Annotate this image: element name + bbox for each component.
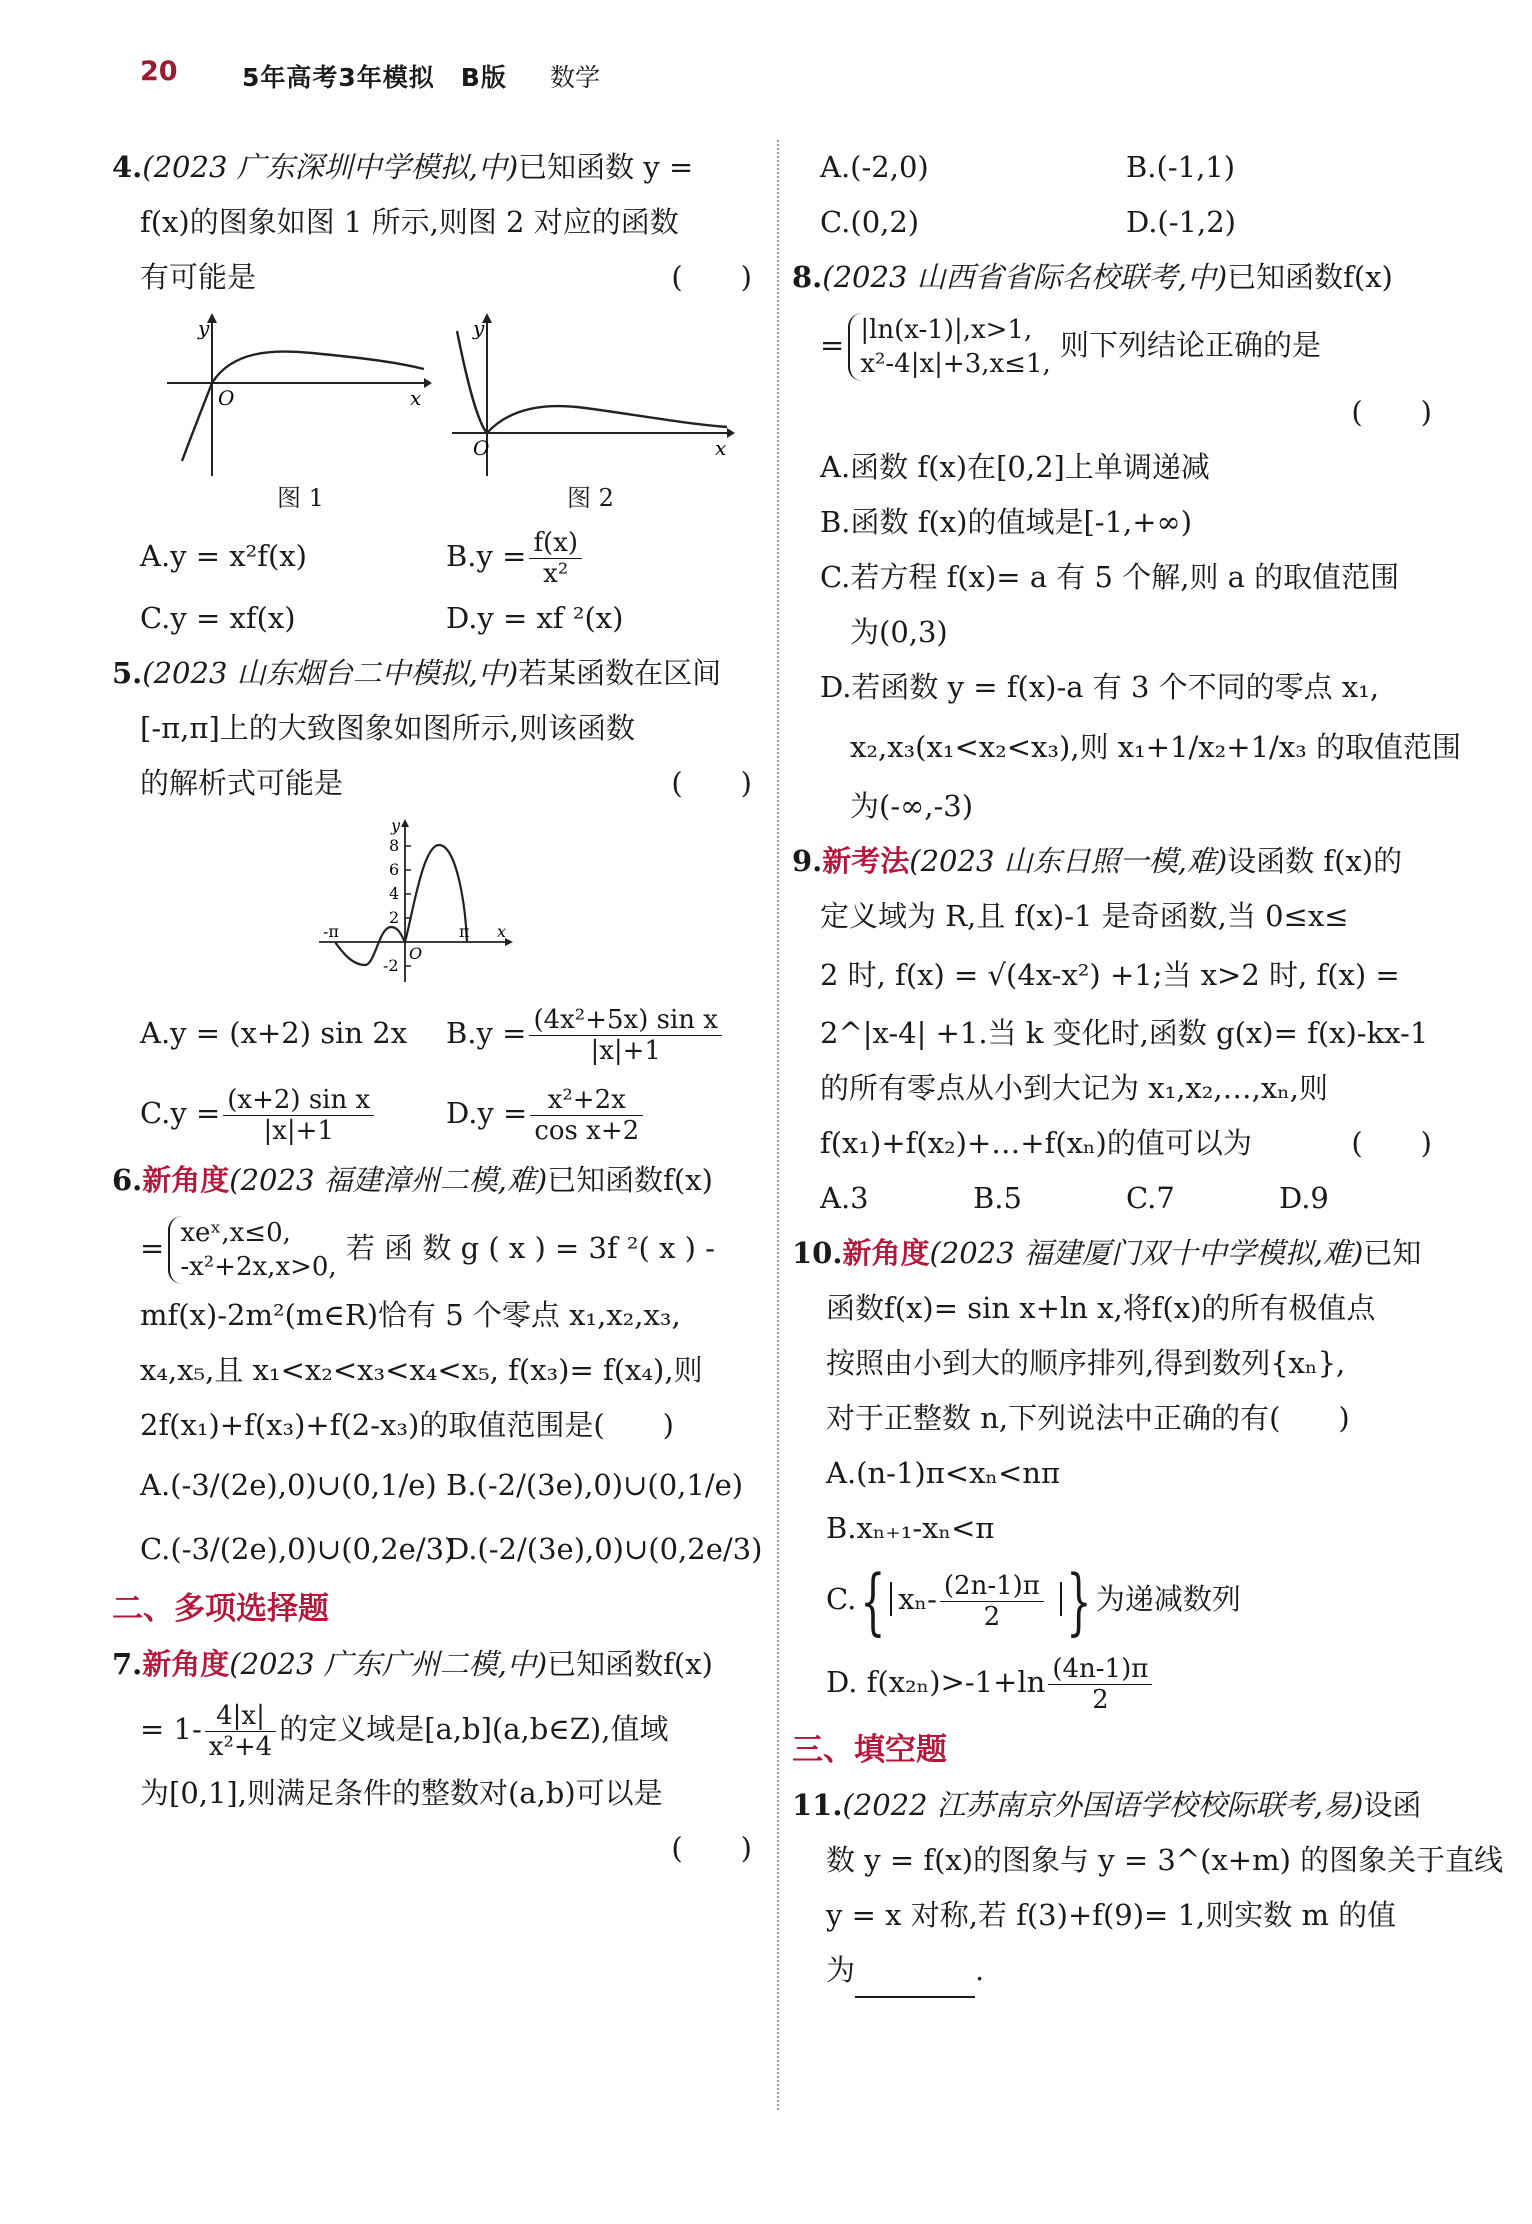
question-text: x₄,x₅,且 x₁<x₂<x₃<x₄<x₅, f(x₃)= f(x₄),则 <box>140 1353 703 1387</box>
svg-text:x: x <box>410 386 422 410</box>
question-text: 已知函数f(x) <box>547 1163 713 1197</box>
fraction-numerator: (4x²+5x) sin x <box>529 1005 722 1036</box>
question-tag: 新角度 <box>142 1163 230 1197</box>
fraction-numerator: (4n-1)π <box>1048 1654 1152 1685</box>
question-text: 2 时, f(x) = √(4x-x²) +1;当 x>2 时, f(x) = <box>820 958 1400 992</box>
option-c-fraction <box>223 1085 374 1146</box>
question-tag: 新考法 <box>822 844 910 878</box>
option-d-fraction <box>530 1085 643 1146</box>
option-a: A.y = x²f(x) <box>140 539 307 573</box>
option-d: D.(-2/(3e),0)∪(0,2e/3) <box>446 1532 763 1566</box>
answer-paren: ( ) <box>1351 395 1432 429</box>
svg-text:-π: -π <box>323 922 339 941</box>
question-text: 2^|x-4| +1.当 k 变化时,函数 g(x)= f(x)-kx-1 <box>820 1016 1429 1050</box>
left-brace: { <box>860 1559 886 1643</box>
option-d: D.9 <box>1279 1181 1329 1215</box>
option-c: C.7 <box>1126 1181 1175 1215</box>
piecewise-brace <box>848 313 1050 381</box>
svg-text:-2: -2 <box>383 956 399 975</box>
question-7 <box>112 1637 752 1876</box>
question-number: 10. <box>792 1236 843 1270</box>
option-d: D.若函数 y = f(x)-a 有 3 个不同的零点 x₁, <box>820 670 1380 704</box>
options <box>112 521 752 646</box>
question-text: 对于正整数 n,下列说法中正确的有( ) <box>826 1401 1350 1435</box>
option-d: D.y = xf ²(x) <box>446 601 624 635</box>
option-b: B.函数 f(x)的值域是[-1,+∞) <box>820 505 1193 539</box>
question-7-options <box>792 140 1432 250</box>
svg-text:y: y <box>391 817 401 835</box>
question-tag: 新角度 <box>142 1647 230 1681</box>
question-source: (2023 山东日照一模,难) <box>909 844 1228 878</box>
option-a: A.3 <box>820 1181 869 1215</box>
question-9 <box>792 834 1432 1226</box>
svg-text:O: O <box>473 436 490 460</box>
piecewise-brace <box>168 1216 336 1284</box>
piece-case-1: |ln(x-1)|,x>1, <box>860 315 1033 345</box>
column-divider <box>777 140 779 2110</box>
left-column <box>112 140 763 1876</box>
question-source: (2022 江苏南京外国语学校校际联考,易) <box>842 1788 1364 1822</box>
option-d-fraction <box>1048 1654 1152 1715</box>
question-number: 11. <box>792 1788 843 1822</box>
question-text: 已知 <box>1363 1236 1422 1270</box>
figure-2-graph <box>447 311 737 481</box>
question-5 <box>112 646 752 1153</box>
option-a: A.(-2,0) <box>820 150 929 184</box>
answer-paren: ( ) <box>671 766 752 800</box>
question-text: 设函 <box>1363 1788 1422 1822</box>
section-heading-fill-in: 三、填空题 <box>792 1732 947 1768</box>
question-text: f(x)的图象如图 1 所示,则图 2 对应的函数 <box>140 205 679 239</box>
question-text: f(x₁)+f(x₂)+…+f(xₙ)的值可以为 <box>820 1126 1252 1160</box>
option-b: B.5 <box>973 1181 1022 1215</box>
option-c: C.{ xₙ- $\frac{(2n-1)\pi}{2}$ } 为递减数列 <box>826 1559 1241 1643</box>
question-text: 为[0,1],则满足条件的整数对(a,b)可以是 <box>140 1776 663 1810</box>
fraction-numerator: (x+2) sin x <box>223 1085 374 1116</box>
option-b-prefix: B.y = <box>446 1016 527 1050</box>
question-11 <box>792 1778 1504 1998</box>
equals-sign: = <box>140 1231 165 1265</box>
svg-text:x: x <box>715 436 727 460</box>
question-number: 9. <box>792 844 823 878</box>
question-text: 数 y = f(x)的图象与 y = 3^(x+m) 的图象关于直线 <box>826 1843 1504 1877</box>
svg-text:π: π <box>459 922 470 941</box>
question-text: 已知函数f(x) <box>1227 260 1393 294</box>
svg-text:O: O <box>409 944 423 963</box>
svg-text:2: 2 <box>389 908 400 927</box>
option-d <box>792 1642 1432 1722</box>
option-c: C.若方程 f(x)= a 有 5 个解,则 a 的取值范围 <box>820 560 1400 594</box>
fraction-numerator: x²+2x <box>530 1085 643 1116</box>
option-a: A.(-3/(2e),0)∪(0,1/e) <box>140 1468 437 1502</box>
option-d <box>446 1073 752 1153</box>
option-a: A.函数 f(x)在[0,2]上单调递减 <box>820 450 1210 484</box>
option-d-cont: x₂,x₃(x₁<x₂<x₃),则 x₁+1/x₂+1/x₃ 的取值范围 <box>850 730 1461 764</box>
question-text: 若某函数在区间 <box>518 656 722 690</box>
options <box>112 993 752 1153</box>
answer-paren: ( ) <box>671 1831 752 1865</box>
option-b-fraction <box>529 528 582 589</box>
fraction-denominator: |x|+1 <box>590 1035 661 1066</box>
question-text: 设函数 f(x)的 <box>1227 844 1403 878</box>
answer-blank[interactable] <box>855 1960 975 1998</box>
option-c-suffix: 为递减数列 <box>1095 1582 1241 1616</box>
question-number: 6. <box>112 1163 143 1197</box>
question-source: (2023 福建厦门双十中学模拟,难) <box>929 1236 1364 1270</box>
equation-prefix: = 1- <box>140 1712 202 1746</box>
svg-text:y: y <box>473 316 485 340</box>
options <box>792 140 1432 250</box>
question-text: 的定义域是[a,b](a,b∈Z),值域 <box>279 1712 669 1746</box>
option-b-fraction <box>529 1005 722 1066</box>
question-source: (2023 福建漳州二模,难) <box>229 1163 548 1197</box>
option-b: B.(-1,1) <box>1126 150 1236 184</box>
question-6 <box>112 1153 763 1581</box>
option-c-prefix: C. <box>826 1582 857 1616</box>
option-c-cont: 为(0,3) <box>850 615 948 649</box>
question-text: 定义域为 R,且 f(x)-1 是奇函数,当 0≤x≤ <box>820 899 1349 933</box>
option-c: C.y = xf(x) <box>140 601 296 635</box>
svg-text:x: x <box>497 922 507 941</box>
piece-case-2: -x²+2x,x>0, <box>180 1252 337 1282</box>
subject-label: 数学 <box>550 63 601 92</box>
question-number: 8. <box>792 260 823 294</box>
right-column <box>792 140 1504 1998</box>
option-b: B.(-2/(3e),0)∪(0,1/e) <box>446 1468 744 1502</box>
piece-case-1: xeˣ,x≤0, <box>180 1218 291 1248</box>
question-10 <box>792 1226 1432 1722</box>
option-b <box>446 521 752 591</box>
svg-text:4: 4 <box>389 884 400 903</box>
question-text: mf(x)-2m²(m∈R)恰有 5 个零点 x₁,x₂,x₃, <box>140 1298 681 1332</box>
figure-1-graph <box>162 311 432 481</box>
option-d-prefix: D.y = <box>446 1096 528 1130</box>
answer-paren: ( ) <box>671 260 752 294</box>
question-text: y = x 对称,若 f(3)+f(9)= 1,则实数 m 的值 <box>826 1898 1397 1932</box>
question-number: 5. <box>112 656 143 690</box>
fraction-numerator: (2n-1)π <box>940 1571 1044 1602</box>
equation-fraction <box>205 1701 276 1762</box>
fraction-numerator: f(x) <box>529 528 582 559</box>
option-c: C.(-3/(2e),0)∪(0,2e/3) <box>140 1532 456 1566</box>
question-text: 按照由小到大的顺序排列,得到数列{xₙ}, <box>826 1346 1346 1380</box>
question-source: (2023 广东广州二模,中) <box>229 1647 548 1681</box>
question-text: 有可能是 <box>140 260 257 294</box>
option-b-prefix: B.y = <box>446 539 527 573</box>
option-d: D.(-1,2) <box>1126 205 1236 239</box>
question-number: 4. <box>112 150 143 184</box>
option-c: C.(0,2) <box>820 205 920 239</box>
option-c-prefix: C.y = <box>140 1096 221 1130</box>
figure-1-caption: 图 1 <box>277 484 324 512</box>
question-text: [-π,π]上的大致图象如图所示,则该函数 <box>140 711 635 745</box>
figure-2-caption: 图 2 <box>567 484 614 512</box>
page-number: 20 <box>140 56 178 87</box>
option-d-cont-2: 为(-∞,-3) <box>850 789 974 823</box>
piece-case-2: x²-4|x|+3,x≤1, <box>860 349 1051 379</box>
question-text: 已知函数 y = <box>518 150 694 184</box>
equals-sign: = <box>820 328 845 362</box>
question-8 <box>792 250 1461 834</box>
option-b <box>446 993 752 1073</box>
question-text: 的解析式可能是 <box>140 766 344 800</box>
question-source: (2023 山西省省际名校联考,中) <box>822 260 1228 294</box>
question-text: 的所有零点从小到大记为 x₁,x₂,…,xₙ,则 <box>820 1071 1328 1105</box>
fraction-denominator: |x|+1 <box>263 1115 334 1146</box>
question-number: 7. <box>112 1647 143 1681</box>
sine-curve-graph <box>317 817 517 985</box>
period: . <box>975 1953 985 1987</box>
question-source: (2023 广东深圳中学模拟,中) <box>142 150 519 184</box>
fraction-denominator: x² <box>543 558 569 589</box>
right-brace: } <box>1066 1559 1092 1643</box>
options <box>112 1453 763 1581</box>
figures-row <box>112 311 752 511</box>
section-heading-multiple-choice: 二、多项选择题 <box>112 1591 329 1627</box>
option-c-fraction <box>940 1571 1044 1632</box>
fraction-denominator: cos x+2 <box>534 1115 640 1146</box>
fraction-numerator: 4|x| <box>205 1701 276 1732</box>
question-text: 函数f(x)= sin x+ln x,将f(x)的所有极值点 <box>826 1291 1376 1325</box>
option-c <box>140 1073 446 1153</box>
fraction-denominator: 2 <box>1092 1684 1109 1715</box>
question-4 <box>112 140 752 646</box>
svg-text:O: O <box>218 386 235 410</box>
options <box>792 1171 1432 1226</box>
svg-text:8: 8 <box>389 836 400 855</box>
svg-text:y: y <box>198 316 210 340</box>
question-text: 若 函 数 g ( x ) = 3f ²( x ) - <box>345 1231 715 1265</box>
option-a: A.(n-1)π<xₙ<nπ <box>826 1456 1061 1490</box>
fraction-denominator: x²+4 <box>208 1731 273 1762</box>
book-title: 5年高考3年模拟 B版 <box>242 63 507 92</box>
question-text: 2f(x₁)+f(x₃)+f(2-x₃)的取值范围是( ) <box>140 1408 674 1442</box>
question-tag: 新角度 <box>842 1236 930 1270</box>
option-b: B.xₙ₊₁-xₙ<π <box>826 1511 995 1545</box>
question-text: 则下列结论正确的是 <box>1059 328 1321 362</box>
svg-text:6: 6 <box>389 860 400 879</box>
option-a: A.y = (x+2) sin 2x <box>140 1016 408 1050</box>
answer-paren: ( ) <box>1351 1126 1432 1160</box>
question-source: (2023 山东烟台二中模拟,中) <box>142 656 519 690</box>
option-d-prefix: D. f(x₂ₙ)>-1+ln <box>826 1665 1046 1699</box>
question-text: 已知函数f(x) <box>547 1647 713 1681</box>
fraction-denominator: 2 <box>983 1601 1001 1632</box>
question-text: 为 <box>826 1953 856 1987</box>
